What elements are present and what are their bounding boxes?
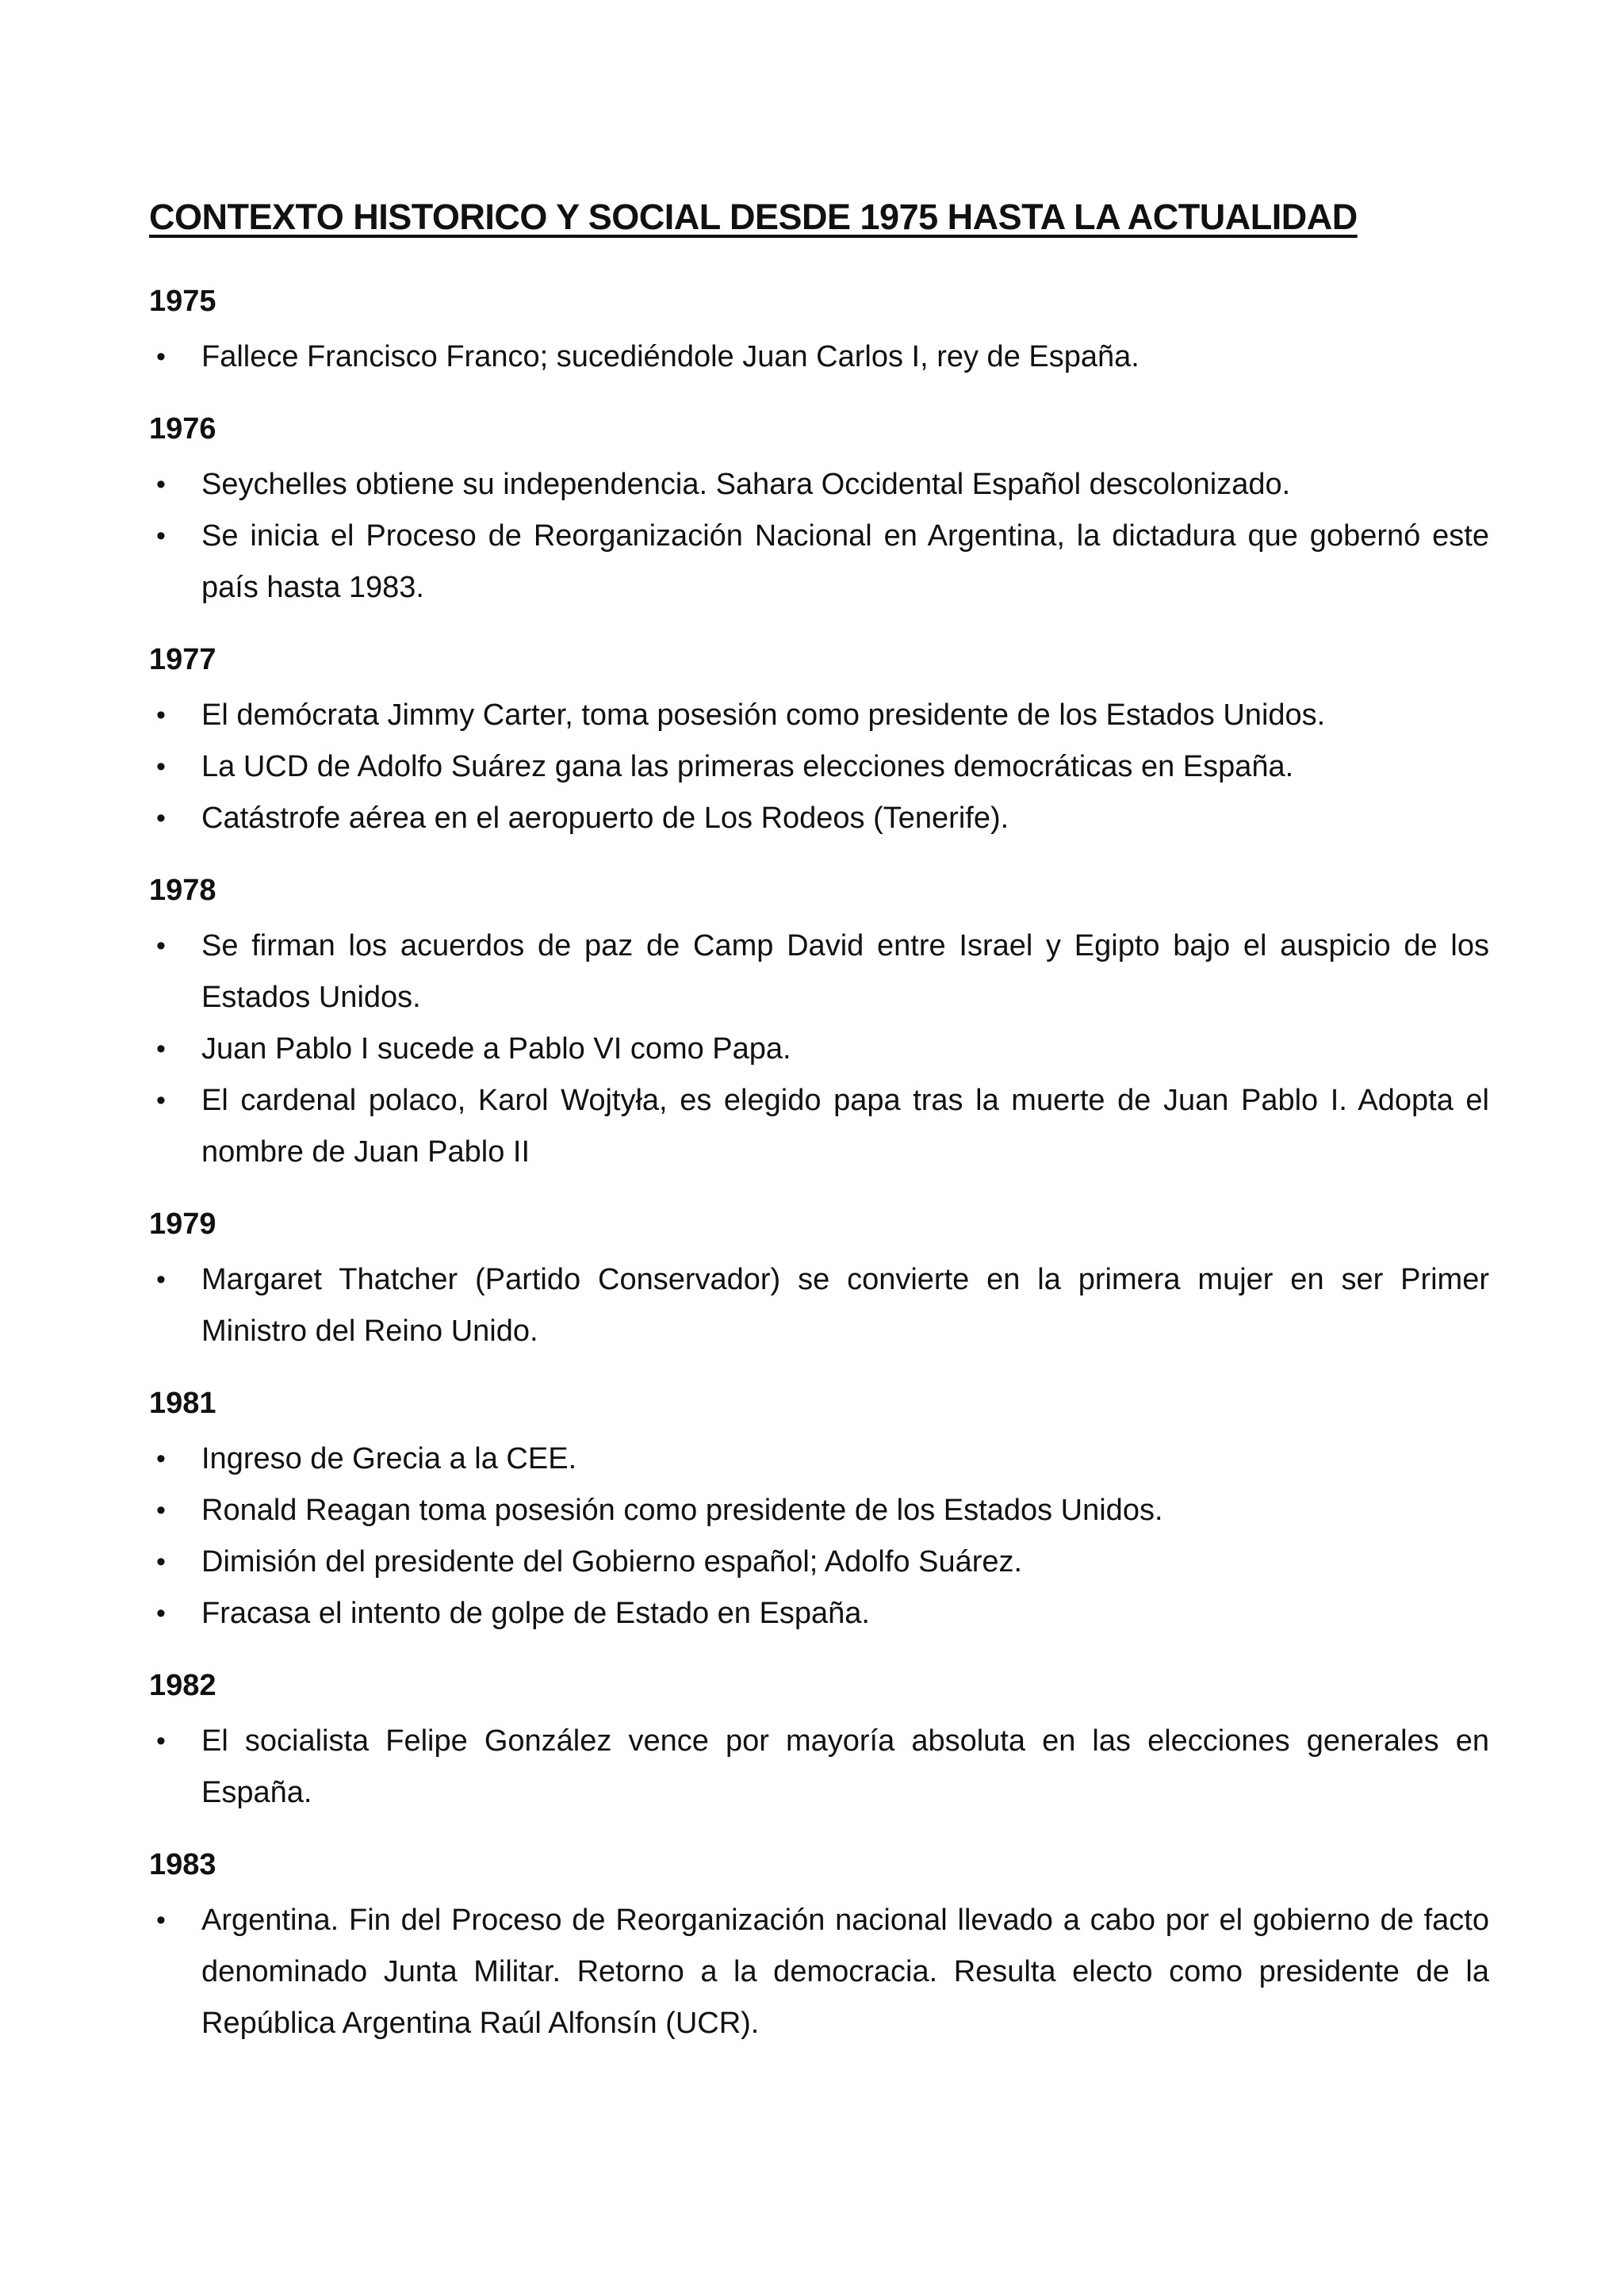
event-list bbox=[149, 1895, 1489, 2049]
event-text: Se firman los acuerdos de paz de Camp David entre Israel y Egipto bajo el auspicio de los Estados Unidos. bbox=[201, 929, 1489, 1014]
event-list bbox=[149, 331, 1489, 383]
event-list bbox=[149, 1716, 1489, 1819]
event-text: Margaret Thatcher (Partido Conservador) se convierte en la primera mujer en ser Primer Ministro del Reino Unido. bbox=[201, 1263, 1489, 1348]
event-text: Se inicia el Proceso de Reorganización Nacional en Argentina, la dictadura que gobernó este país hasta 1983. bbox=[201, 519, 1489, 604]
event-text: El socialista Felipe González vence por mayoría absoluta en las elecciones generales en España. bbox=[201, 1724, 1489, 1809]
event-list bbox=[149, 1433, 1489, 1640]
event-item bbox=[149, 1024, 1489, 1075]
year-section bbox=[149, 1384, 1489, 1640]
year-heading: 1978 bbox=[149, 874, 216, 907]
bullet-icon: • bbox=[156, 1085, 166, 1115]
event-item bbox=[149, 331, 1489, 383]
year-section bbox=[149, 1205, 1489, 1357]
event-text: Fracasa el intento de golpe de Estado en España. bbox=[201, 1597, 870, 1630]
year-section bbox=[149, 410, 1489, 614]
bullet-icon: • bbox=[156, 521, 166, 551]
event-item bbox=[149, 1485, 1489, 1536]
bullet-icon: • bbox=[156, 1265, 166, 1295]
bullet-icon: • bbox=[156, 342, 166, 372]
event-list bbox=[149, 690, 1489, 844]
year-section bbox=[149, 282, 1489, 383]
bullet-icon: • bbox=[156, 1726, 166, 1756]
event-text: Seychelles obtiene su independencia. Sahara Occidental Español descolonizado. bbox=[201, 468, 1291, 501]
year-section bbox=[149, 641, 1489, 844]
bullet-icon: • bbox=[156, 1495, 166, 1525]
bullet-icon: • bbox=[156, 700, 166, 730]
event-text: Dimisión del presidente del Gobierno español; Adolfo Suárez. bbox=[201, 1545, 1023, 1578]
year-heading: 1982 bbox=[149, 1669, 216, 1702]
event-text: El demócrata Jimmy Carter, toma posesión como presidente de los Estados Unidos. bbox=[201, 698, 1326, 732]
document-content bbox=[149, 193, 1489, 2076]
year-section bbox=[149, 1667, 1489, 1819]
year-section bbox=[149, 1846, 1489, 2049]
bullet-icon: • bbox=[156, 469, 166, 499]
event-list bbox=[149, 920, 1489, 1178]
document-title: CONTEXTO HISTORICO Y SOCIAL DESDE 1975 HASTA LA ACTUALIDAD bbox=[149, 197, 1358, 237]
event-item bbox=[149, 793, 1489, 844]
event-text: Ronald Reagan toma posesión como presidente de los Estados Unidos. bbox=[201, 1494, 1163, 1527]
bullet-icon: • bbox=[156, 1444, 166, 1474]
bullet-icon: • bbox=[156, 752, 166, 782]
year-heading: 1977 bbox=[149, 643, 216, 676]
event-item bbox=[149, 511, 1489, 614]
year-heading: 1981 bbox=[149, 1387, 216, 1420]
event-item bbox=[149, 1075, 1489, 1178]
bullet-icon: • bbox=[156, 931, 166, 961]
event-item bbox=[149, 1716, 1489, 1819]
event-list bbox=[149, 459, 1489, 614]
bullet-icon: • bbox=[156, 1598, 166, 1628]
timeline-sections bbox=[149, 282, 1489, 2049]
year-heading: 1976 bbox=[149, 412, 216, 446]
bullet-icon: • bbox=[156, 803, 166, 833]
event-text: La UCD de Adolfo Suárez gana las primeras elecciones democráticas en España. bbox=[201, 750, 1294, 783]
event-text: Ingreso de Grecia a la CEE. bbox=[201, 1442, 577, 1475]
bullet-icon: • bbox=[156, 1034, 166, 1064]
event-item bbox=[149, 690, 1489, 741]
event-item bbox=[149, 741, 1489, 793]
year-heading: 1975 bbox=[149, 285, 216, 318]
event-item bbox=[149, 1433, 1489, 1485]
year-heading: 1979 bbox=[149, 1207, 216, 1241]
event-text: Juan Pablo I sucede a Pablo VI como Papa. bbox=[201, 1032, 791, 1066]
event-item bbox=[149, 1536, 1489, 1588]
event-item bbox=[149, 1588, 1489, 1640]
event-list bbox=[149, 1254, 1489, 1357]
year-section bbox=[149, 871, 1489, 1178]
event-item bbox=[149, 1895, 1489, 2049]
event-item bbox=[149, 920, 1489, 1024]
event-text: Catástrofe aérea en el aeropuerto de Los Rodeos (Tenerife). bbox=[201, 802, 1009, 835]
event-text: El cardenal polaco, Karol Wojtyła, es elegido papa tras la muerte de Juan Pablo I. Adopta el nombre de Juan Pablo II bbox=[201, 1084, 1489, 1169]
bullet-icon: • bbox=[156, 1905, 166, 1935]
event-item bbox=[149, 459, 1489, 511]
event-item bbox=[149, 1254, 1489, 1357]
event-text: Fallece Francisco Franco; sucediéndole Juan Carlos I, rey de España. bbox=[201, 340, 1139, 373]
bullet-icon: • bbox=[156, 1547, 166, 1577]
event-text: Argentina. Fin del Proceso de Reorganización nacional llevado a cabo por el gobierno de facto denominado Junta Militar. Retorno a la democracia. Resulta electo como presidente de la República Argentina Raúl Alfonsín (UCR). bbox=[201, 1904, 1489, 2040]
year-heading: 1983 bbox=[149, 1848, 216, 1881]
